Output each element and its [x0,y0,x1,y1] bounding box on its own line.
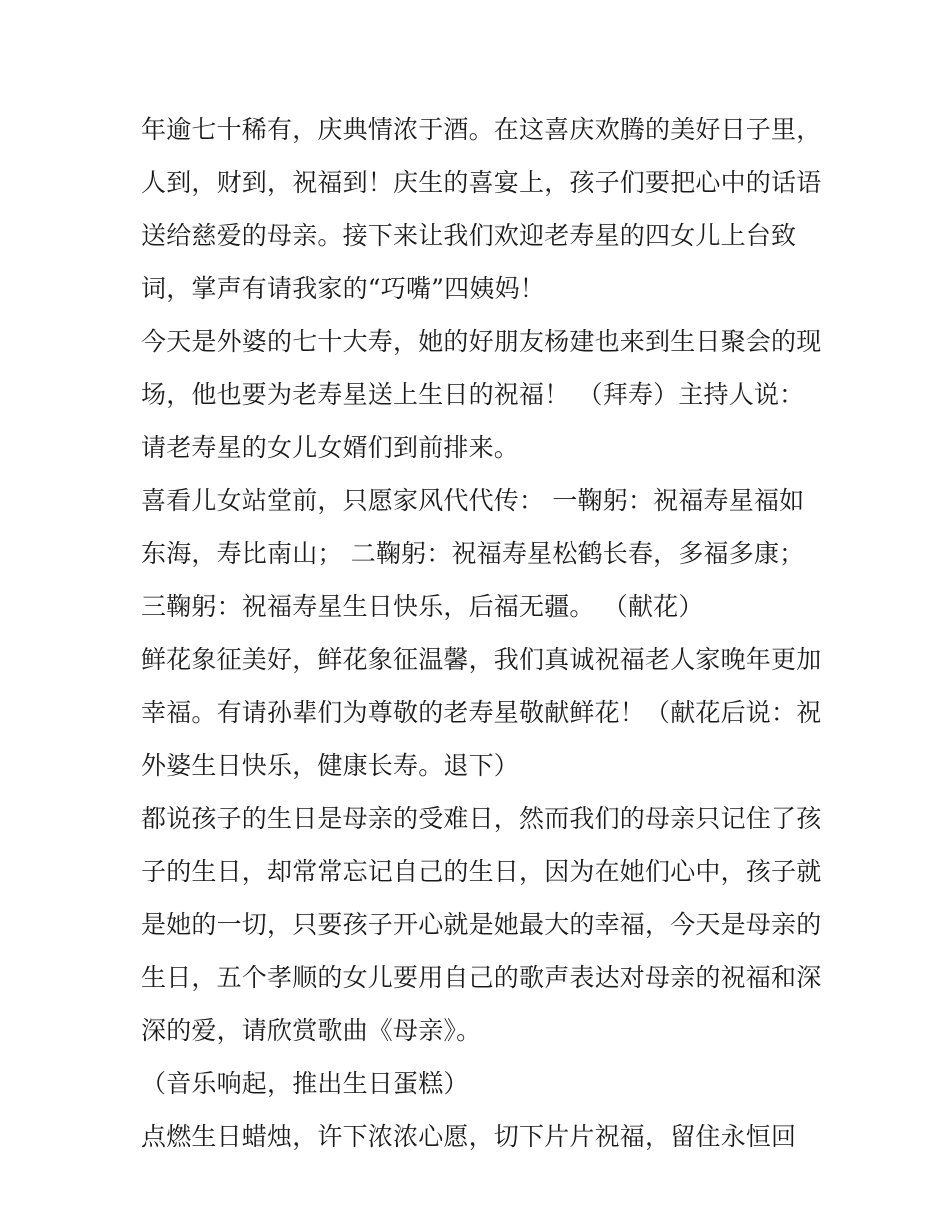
text-line: 生日，五个孝顺的女儿要用自己的歌声表达对母亲的祝福和深 [141,963,822,992]
text-line: 点燃生日蜡烛，许下浓浓心愿，切下片片祝福，留住永恒回 [141,1122,797,1151]
text-line: 是她的一切，只要孩子开心就是她最大的幸福，今天是母亲的 [141,910,822,939]
text-line: 请老寿星的女儿女婿们到前排来。 [141,433,520,462]
text-line: 年逾七十稀有，庆典情浓于酒。在这喜庆欢腾的美好日子里， [141,115,822,144]
text-line: （音乐响起，推出生日蛋糕） [141,1069,469,1098]
text-line: 都说孩子的生日是母亲的受难日，然而我们的母亲只记住了孩 [141,804,822,833]
text-line: 子的生日，却常常忘记自己的生日，因为在她们心中，孩子就 [141,857,822,886]
text-line: 喜看儿女站堂前，只愿家风代代传： 一鞠躬：祝福寿星福如 [141,486,805,515]
text-line: 送给慈爱的母亲。接下来让我们欢迎老寿星的四女儿上台致 [141,221,797,250]
text-line: 外婆生日快乐，健康长寿。退下） [141,751,520,780]
text-line: 词，掌声有请我家的“巧嘴”四姨妈！ [141,274,545,303]
text-line: 人到，财到，祝福到！庆生的喜宴上，孩子们要把心中的话语 [141,168,822,197]
text-line: 三鞠躬：祝福寿星生日快乐，后福无疆。 （献花） [141,592,704,621]
text-line: 今天是外婆的七十大寿，她的好朋友杨建也来到生日聚会的现 [141,327,822,356]
document-body [141,103,821,1163]
text-line: 鲜花象征美好，鲜花象征温馨，我们真诚祝福老人家晚年更加 [141,645,822,674]
text-line: 深的爱，请欣赏歌曲《母亲》。 [141,1016,482,1045]
text-line: 场，他也要为老寿星送上生日的祝福！ （拜寿）主持人说： [141,380,805,409]
text-line: 东海，寿比南山； 二鞠躬：祝福寿星松鹤长春，多福多康； [141,539,805,568]
text-line: 幸福。有请孙辈们为尊敬的老寿星敬献鲜花！（献花后说：祝 [141,698,822,727]
